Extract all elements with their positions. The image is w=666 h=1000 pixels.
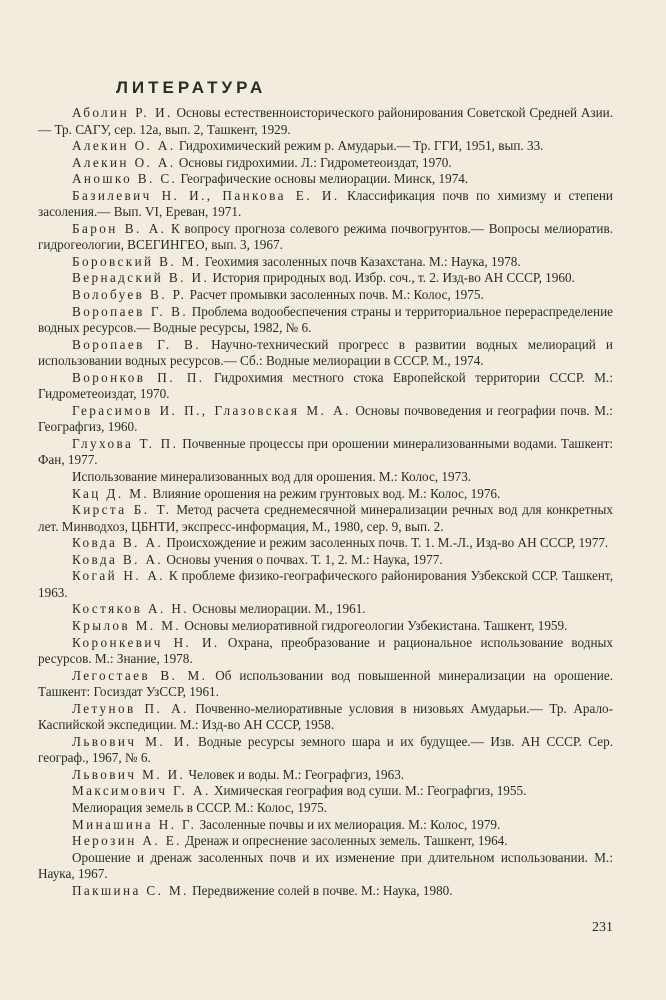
reference-text: История природных вод. Избр. соч., т. 2. Изд-во АН СССР, 1960. (209, 270, 575, 286)
reference-text: Расчет промывки засоленных почв. М.: Колос, 1975. (186, 287, 484, 303)
reference-text: Основы мелиорации. М., 1961. (188, 601, 366, 617)
reference-author: Кирста Б. Т. (72, 502, 172, 518)
reference-author: Глухова Т. П. (72, 435, 179, 451)
reference-text: Охрана, преобразование и рациональное использование водных ресурсов. М.: Знание, 1978. (38, 634, 613, 667)
reference-text: Гидрохимия местного стока Европейской территории СССР. М.: Гидрометеоиздат, 1970. (38, 369, 613, 402)
reference-text: Научно-технический прогресс в развитии водных мелиораций и использовании водных ресурсов.— Сб.: Водные мелиорации в СССР. М., 1974. (38, 336, 613, 369)
reference-author: Когай Н. А. (72, 568, 165, 584)
reference-entry (38, 800, 613, 817)
reference-text: Почвенно-мелиоративные условия в низовьях Амударьи.— Тр. Арало-Каспийской экспедиции. М.: Изд-во АН СССР, 1958. (38, 700, 614, 733)
reference-author: Максимович Г. А. (72, 783, 211, 799)
reference-text: Проблема водообеспечения страны и территориальное перераспределение водных ресурсов.— Водные ресурсы, 1982, № 6. (38, 303, 613, 336)
reference-text: К вопросу прогноза солевого режима почвогрунтов.— Вопросы мелиоратив. гидрогеологии, ВСЕГИНГЕО, вып. 3, 1967. (38, 220, 614, 253)
reference-text: Почвенные процессы при орошении минерализованными водами. Ташкент: Фан, 1977. (38, 435, 613, 468)
reference-entry (38, 155, 613, 172)
reference-entry (38, 337, 613, 370)
reference-entry (38, 568, 613, 601)
reference-entry (38, 502, 613, 535)
reference-text: Основы мелиоративной гидрогеологии Узбекистана. Ташкент, 1959. (181, 617, 568, 633)
reference-author: Аболин Р. И. (72, 105, 173, 120)
page-number: 231 (592, 920, 613, 935)
reference-text: Географические основы мелиорации. Минск, 1974. (177, 171, 469, 187)
reference-author: Базилевич Н. И., Панкова Е. И. (72, 187, 340, 203)
reference-author: Воропаев Г. В. (72, 336, 201, 352)
reference-text: Гидрохимический режим р. Амударьи.— Тр. ГГИ, 1951, вып. 33. (175, 138, 544, 154)
reference-text: Происхождение и режим засоленных почв. Т. 1. М.-Л., Изд-во АН СССР, 1977. (163, 535, 609, 551)
reference-entry (38, 734, 613, 767)
reference-author: Вернадский В. И. (72, 270, 210, 286)
reference-author: Герасимов И. П., Глазовская М. А. (72, 402, 351, 418)
reference-author: Крылов М. М. (72, 617, 182, 633)
reference-entry (38, 668, 613, 701)
reference-text: К проблеме физико-географического районирования Узбекской ССР. Ташкент, 1963. (38, 568, 613, 600)
reference-text: Передвижение солей в почве. М.: Наука, 1980. (188, 882, 453, 898)
reference-text: Основы учения о почвах. Т. 1, 2. М.: Наука, 1977. (163, 551, 443, 567)
reference-entry (38, 221, 613, 254)
reference-author: Ковда В. А. (72, 551, 164, 567)
reference-text: Классификация почв по химизму и степени засоления.— Вып. VI, Ереван, 1971. (38, 187, 613, 220)
reference-entry (38, 883, 613, 900)
reference-entry (38, 254, 613, 271)
reference-text: Об использовании вод повышенной минерализации на орошение. Ташкент: Госиздат УзССР, 1961. (38, 667, 613, 700)
reference-author: Алекин О. А. (72, 138, 176, 154)
reference-text: Мелиорация земель в СССР. М.: Колос, 1975. (72, 799, 328, 815)
reference-entry (38, 601, 613, 618)
reference-author: Львович М. И. (72, 733, 192, 749)
reference-author: Летунов П. А. (72, 700, 189, 716)
reference-text: Использование минерализованных вод для орошения. М.: Колос, 1973. (72, 469, 472, 485)
reference-text: Основы естественноисторического районирования Советской Средней Азии.— Тр. САГУ, сер. 12а, вып. 2, Ташкент, 1929. (38, 105, 613, 137)
reference-author: Воропаев Г. В. (72, 303, 189, 319)
reference-entry (38, 469, 613, 486)
reference-author: Волобуев В. Р. (72, 287, 187, 303)
reference-text: Дренаж и опреснение засоленных земель. Ташкент, 1964. (181, 833, 508, 849)
reference-entry (38, 767, 613, 784)
reference-text: Геохимия засоленных почв Казахстана. М.: Наука, 1978. (201, 253, 521, 269)
reference-text: Основы почвоведения и географии почв. М.: Географгиз, 1960. (38, 402, 613, 435)
reference-author: Нерозин А. Е. (72, 833, 182, 849)
reference-entry (38, 635, 613, 668)
reference-author: Кац Д. М. (72, 485, 150, 501)
reference-text: Влияние орошения на режим грунтовых вод. М.: Колос, 1976. (149, 485, 501, 501)
reference-entry (38, 552, 613, 569)
reference-text: Орошение и дренаж засоленных почв и их изменение при длительном использовании. М.: Наука, 1967. (38, 849, 613, 882)
reference-text: Человек и воды. М.: Географгиз, 1963. (185, 766, 405, 782)
reference-author: Пакшина С. М. (72, 882, 189, 898)
reference-entry (38, 618, 613, 635)
reference-author: Минашина Н. Г. (72, 816, 197, 832)
reference-text: Химическая география вод суши. М.: Географгиз, 1955. (210, 783, 527, 799)
reference-entry (38, 403, 613, 436)
reference-author: Аношко В. С. (72, 171, 178, 187)
reference-list (38, 105, 613, 899)
reference-text: Засоленные почвы и их мелиорация. М.: Колос, 1979. (196, 816, 501, 832)
reference-entry (38, 783, 613, 800)
reference-author: Ковда В. А. (72, 535, 164, 551)
reference-author: Барон В. А. (72, 220, 167, 236)
reference-entry (38, 701, 613, 734)
reference-author: Львович М. И. (72, 766, 186, 782)
reference-author: Костяков А. Н. (72, 601, 189, 617)
reference-entry (38, 850, 613, 883)
reference-author: Воронков П. П. (72, 369, 205, 385)
reference-text: Водные ресурсы земного шара и их будущее.— Изв. АН СССР. Сер. географ., 1967, № 6. (38, 733, 613, 766)
reference-entry (38, 171, 613, 188)
reference-entry (38, 535, 613, 552)
reference-entry (38, 370, 613, 403)
reference-entry (38, 138, 613, 155)
reference-text: Основы гидрохимии. Л.: Гидрометеоиздат, 1970. (175, 154, 452, 170)
reference-entry (38, 270, 613, 287)
reference-entry (38, 817, 613, 834)
section-heading: ЛИТЕРАТУРА (116, 78, 267, 97)
reference-entry (38, 436, 613, 469)
reference-author: Коронкевич Н. И. (72, 634, 220, 650)
reference-text: Метод расчета среднемесячной минерализации речных вод для конкретных лет. Минводхоз, ЦБНТИ, экспресс-информация, М., 1980, сер. 9, вып. 2. (38, 502, 613, 534)
reference-author: Алекин О. А. (72, 154, 176, 170)
reference-entry (38, 304, 613, 337)
reference-entry (38, 188, 613, 221)
reference-entry (38, 833, 613, 850)
reference-author: Боровский В. М. (72, 253, 202, 269)
reference-entry (38, 287, 613, 304)
reference-entry (38, 486, 613, 503)
reference-entry (38, 105, 613, 138)
reference-author: Легостаев В. М. (72, 667, 208, 683)
